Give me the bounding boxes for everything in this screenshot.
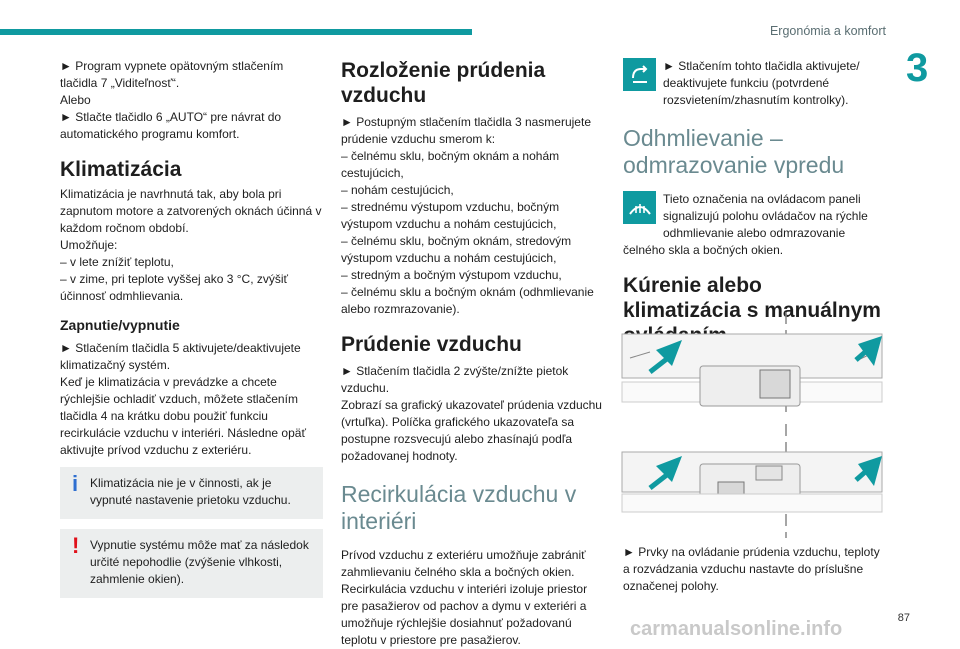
heading-zapnutie: Zapnutie/vypnutie: [60, 317, 180, 333]
list-item: – v lete znížiť teplotu,: [60, 255, 174, 269]
column-3: [623, 58, 885, 348]
info-note: [60, 467, 323, 519]
recirc-paragraph: [623, 58, 885, 109]
paragraph: Prívod vzduchu z exteriéru umožňuje zabrániť zahmlievaniu čelného skla a bočných okien. Recirkulácia vzduchu v interiéri izoluje priestor pre pasažierov od pachov a dymu v exteriéri a umožňuje rýchlejšie dosiahnuť požadovanú teplotu v priestore pre pasažierov.: [341, 548, 588, 647]
paragraph: ► Stlačením tlačidla 5 aktivujete/deaktivujete klimatizačný systém.: [60, 341, 301, 372]
recirculation-icon: [623, 58, 656, 91]
section-header: Ergonómia a komfort: [769, 24, 886, 38]
paragraph: Zobrazí sa grafický ukazovateľ prúdenia vzduchu (vrtuľka). Políčka grafického ukazovateľa sa postupne rozsvecujú alebo zhasínajú podľa požadovanej hodnoty.: [341, 398, 602, 463]
info-icon: i: [72, 471, 79, 496]
caption-block: [623, 544, 885, 595]
paragraph: Keď je klimatizácia v prevádzke a chcete rýchlejšie ochladiť vzduch, môžete stlačením tlačidla 4 na krátku dobu použiť funkciu recirkulácie vzduchu v interiéri. Následne opäť aktivujte prívod vzduchu z exteriéru.: [60, 375, 306, 457]
paragraph: ► Stlačte tlačidlo 6 „AUTO“ pre návrat do automatického programu komfort.: [60, 110, 282, 141]
heading-recirkulacia: Recirkulácia vzduchu v interiéri: [341, 481, 577, 534]
warning-text: Vypnutie systému môže mať za následok určité nepohodlie (zvýšenie vlhkosti, zahmlenie okien).: [90, 538, 309, 586]
heading-klimatizacia: Klimatizácia: [60, 158, 182, 181]
watermark: carmanualsonline.info: [630, 618, 843, 640]
paragraph: ► Stlačením tohto tlačidla aktivujete/ deaktivujete funkciu (potvrdené rozsvietením/zhasnutím kontrolky).: [663, 59, 860, 107]
chapter-number: 3: [906, 46, 929, 90]
paragraph: Klimatizácia je navrhnutá tak, aby bola pri zapnutom motore a zatvorených oknách účinná v každom ročnom období.: [60, 187, 322, 235]
top-accent-bar: [0, 29, 472, 35]
heading-kurenie: Kúrenie alebo klimatizácia s manuálnym: [623, 274, 881, 322]
control-panel-illustration: [620, 312, 884, 538]
list-item: – nohám cestujúcich,: [341, 183, 454, 197]
windshield-defrost-icon: [623, 191, 656, 224]
paragraph: ► Prvky na ovládanie prúdenia vzduchu, teploty a rozvádzania vzduchu nastavte do príslušne označenej polohy.: [623, 545, 880, 593]
heading-rozlozenie: Rozloženie prúdenia vzduchu: [341, 59, 546, 107]
paragraph: Umožňuje:: [60, 238, 118, 252]
list-item: – čelnému sklu, bočným oknám, stredovým výstupom vzduchu a nohám cestujúcich,: [341, 234, 572, 265]
paragraph: Tieto označenia na ovládacom paneli signalizujú polohu ovládačov na rýchle odhmlievanie alebo odmrazovanie čelného skla a bočných okien.: [623, 192, 868, 257]
paragraph: ► Program vypnete opätovným stlačením tlačidla 7 „Viditeľnosť“.: [60, 59, 284, 90]
paragraph: Alebo: [60, 93, 91, 107]
list-item: – strednému výstupom vzduchu, bočným výstupom vzduchu a nohám cestujúcich,: [341, 200, 560, 231]
defrost-paragraph: [623, 191, 885, 259]
list-item: – stredným a bočným výstupom vzduchu,: [341, 268, 562, 282]
heading-odhmlievanie: Odhmlievanie – odmrazovanie vpredu: [623, 125, 845, 178]
warning-icon: !: [72, 533, 80, 558]
list-item: – čelnému sklu a bočným oknám (odhmlievanie alebo rozmrazovanie).: [341, 285, 594, 316]
paragraph: ► Stlačením tlačidla 2 zvýšte/znížte pietok vzduchu.: [341, 364, 569, 395]
page-number: 87: [897, 612, 910, 624]
list-item: – čelnému sklu, bočným oknám a nohám cestujúcich,: [341, 149, 560, 180]
paragraph: ► Postupným stlačením tlačidla 3 nasmerujete prúdenie vzduchu smerom k:: [341, 115, 591, 146]
info-text: Klimatizácia nie je v činnosti, ak je vypnuté nastavenie prietoku vzduchu.: [90, 476, 291, 507]
warning-note: [60, 529, 323, 598]
column-1: [60, 58, 323, 598]
column-2: [341, 58, 605, 649]
heading-prudenie: Prúdenie vzduchu: [341, 333, 522, 356]
list-item: – v zime, pri teplote vyššej ako 3 °C, zvýšiť účinnosť odmhlievania.: [60, 272, 289, 303]
